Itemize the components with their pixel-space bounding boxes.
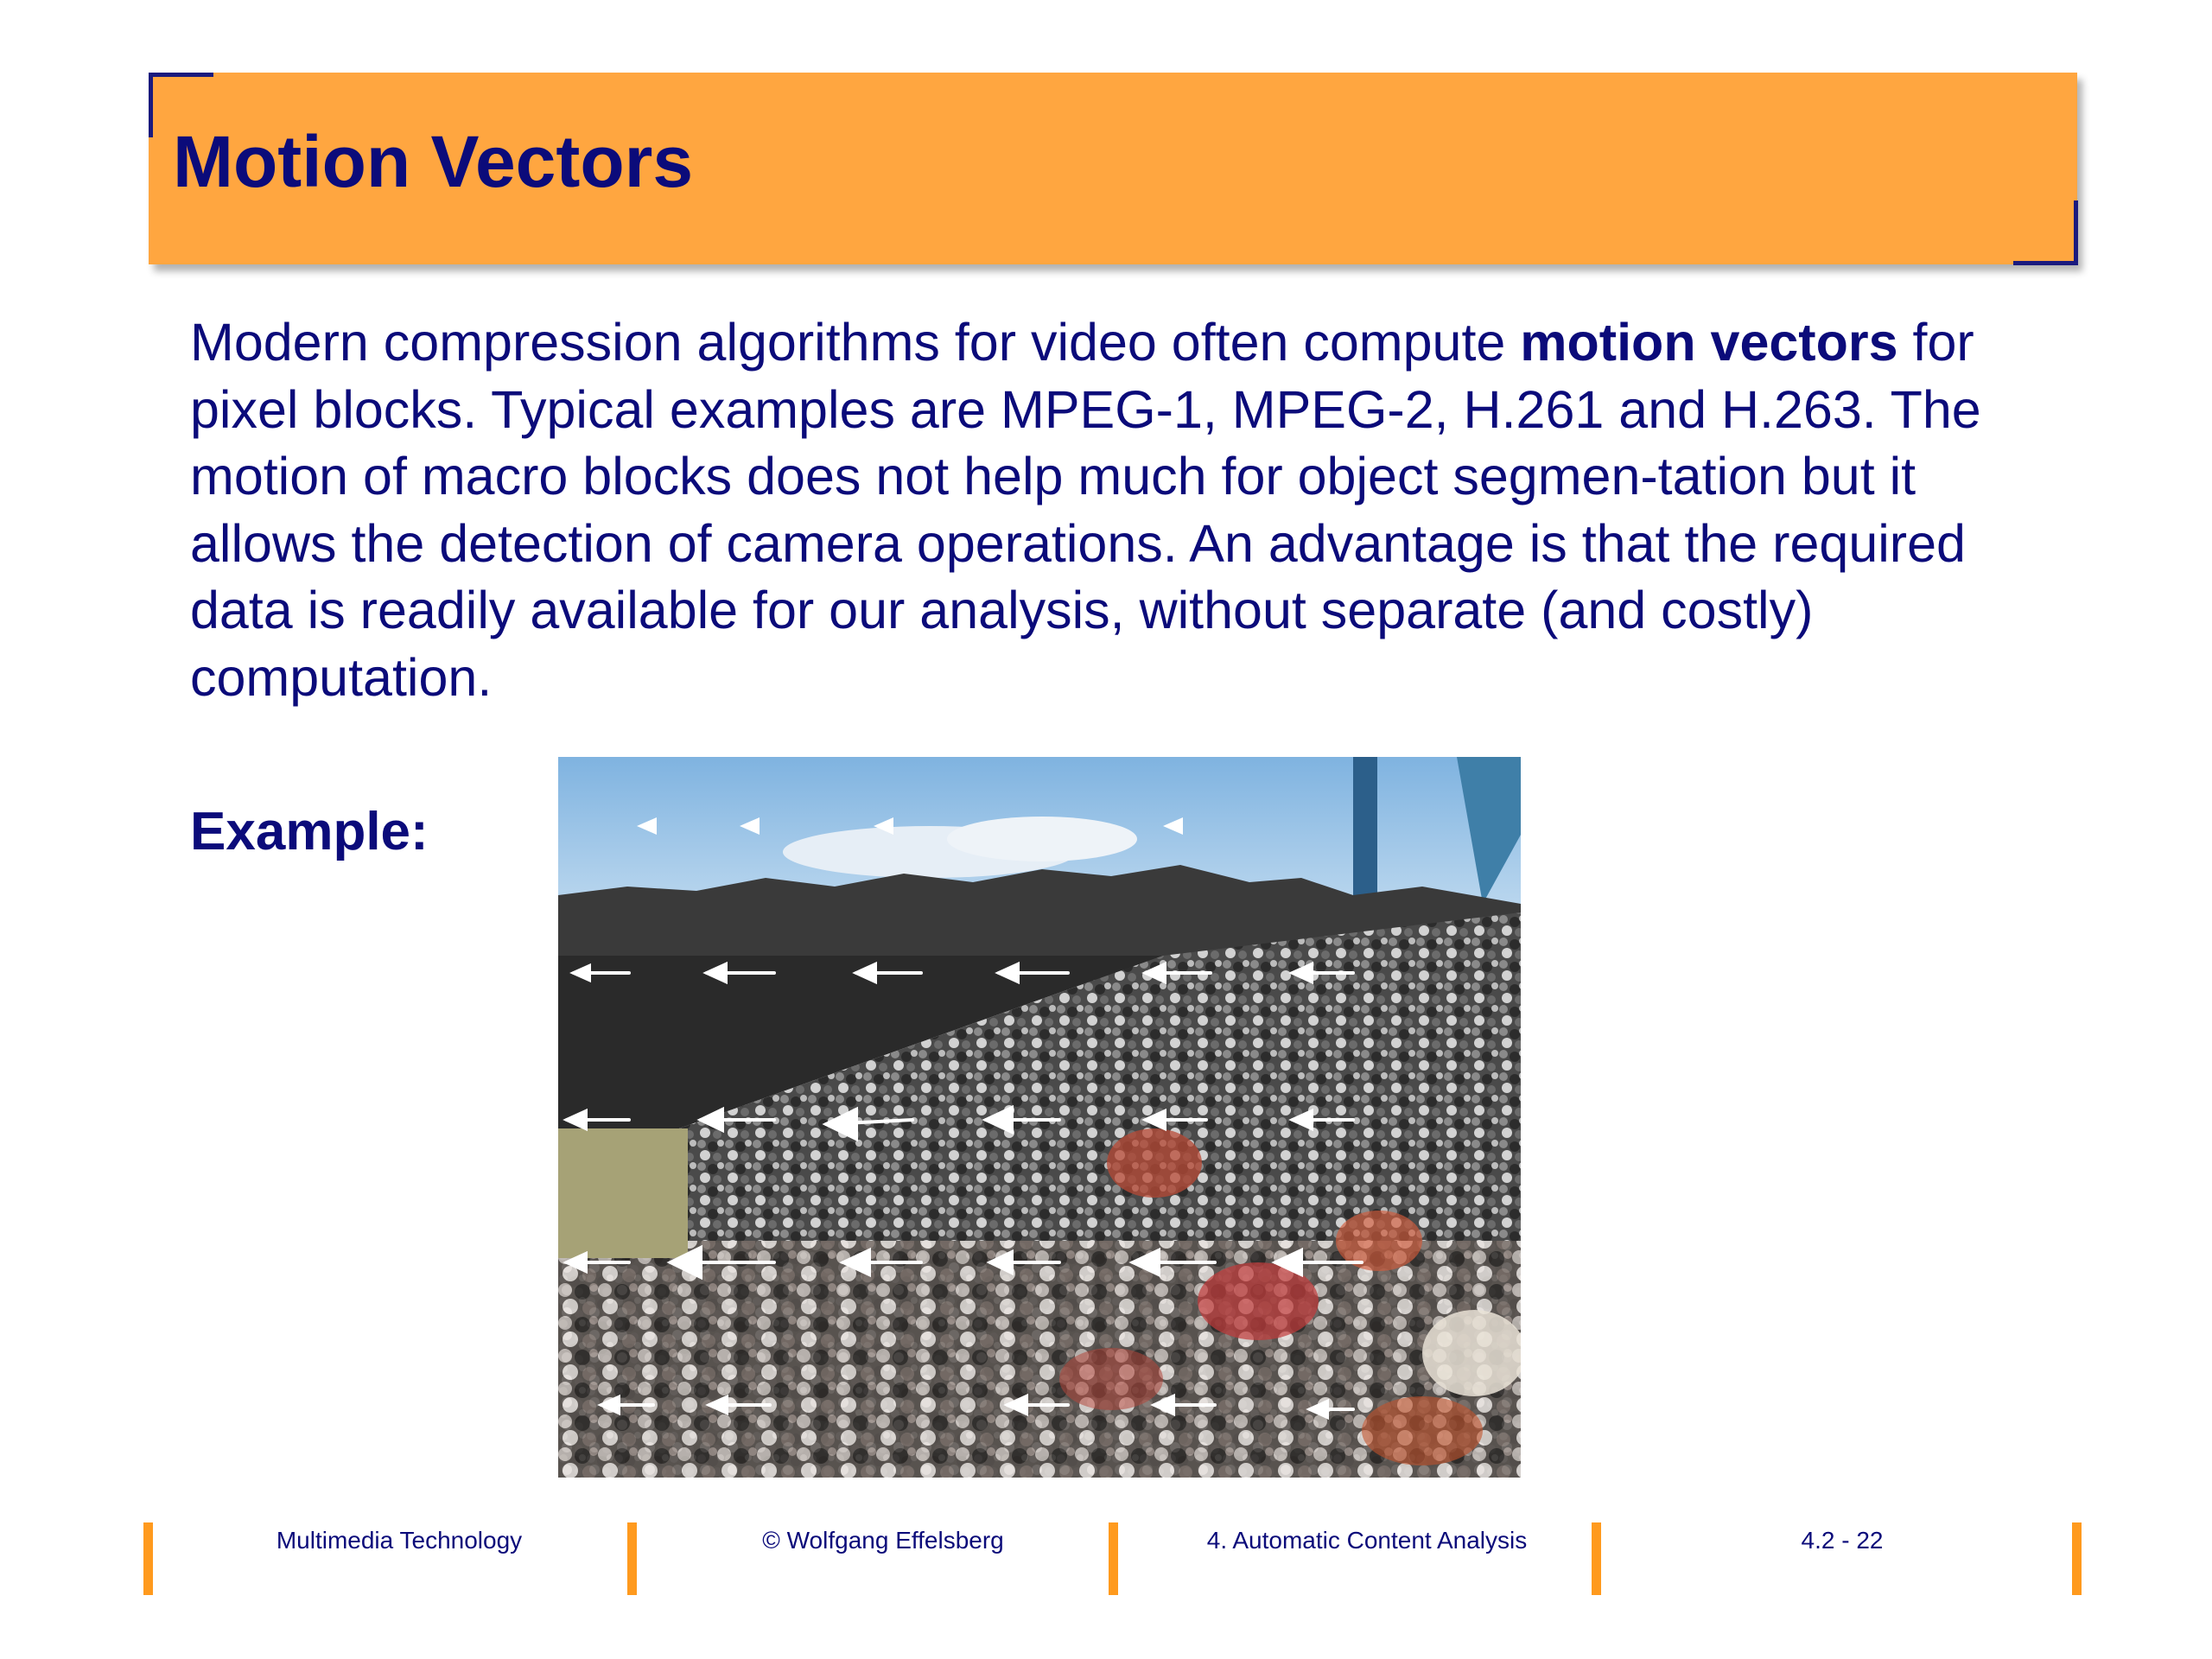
footer-copyright: © Wolfgang Effelsberg — [762, 1527, 1004, 1554]
body-paragraph — [190, 309, 2065, 711]
body-text-start: Modern compression algorithms for video often compute — [190, 313, 1521, 372]
footer-chapter: 4. Automatic Content Analysis — [1206, 1527, 1528, 1554]
slide-title: Motion Vectors — [173, 121, 694, 202]
example-image — [558, 757, 1521, 1478]
footer-page-number: 4.2 - 22 — [1801, 1527, 1884, 1554]
footer-course: Multimedia Technology — [276, 1527, 523, 1554]
footer-divider — [143, 1522, 153, 1595]
body-text-end: for pixel blocks. Typical examples are MPEG-1, MPEG-2, H.261 and H.263. The motion of macro blocks does not help much for object segmen-tation but it allows the detection of camera operations. An advantage is that the required data is readily available for our analysis, without separate (and costly) computation. — [190, 313, 1981, 707]
body-bold-term: motion vectors — [1520, 313, 1898, 372]
example-label: Example: — [190, 802, 429, 861]
header-corner-bottom-right — [2013, 200, 2078, 265]
